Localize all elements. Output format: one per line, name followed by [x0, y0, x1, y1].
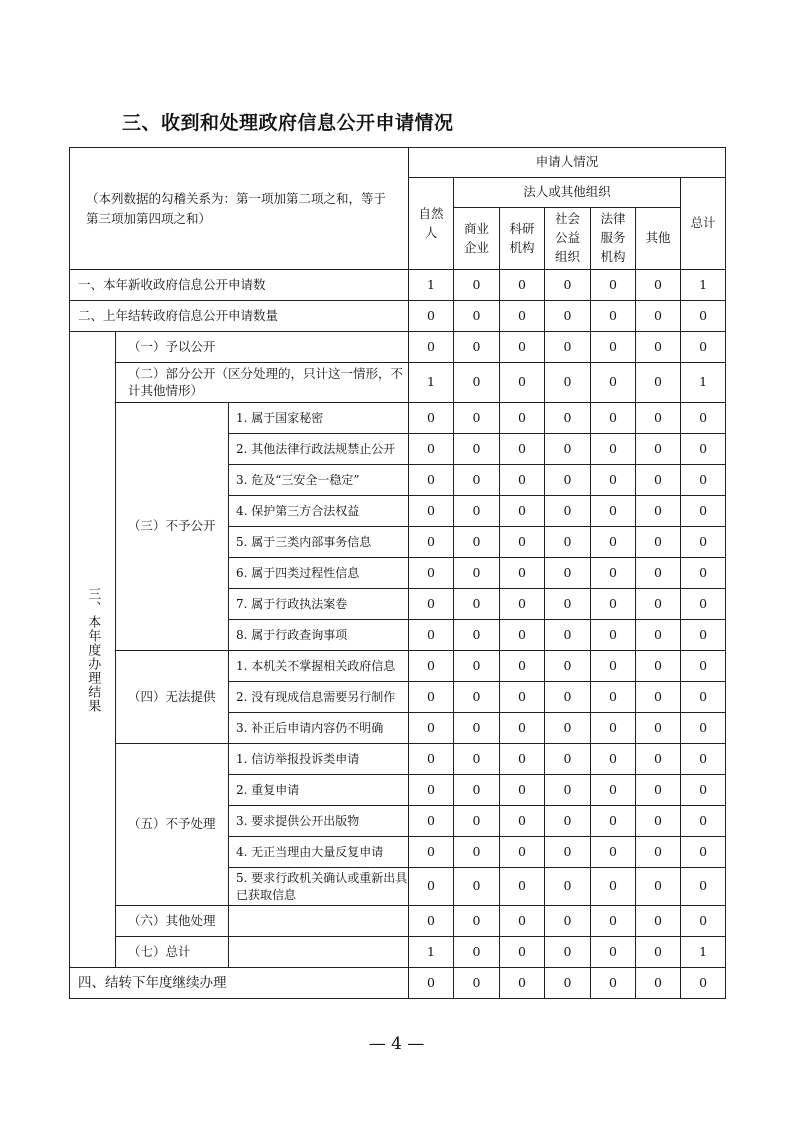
value-cell: 0	[545, 744, 591, 775]
value-cell: 0	[681, 775, 726, 806]
value-cell: 0	[681, 651, 726, 682]
header-note: （本列数据的勾稽关系为：第一项加第二项之和，等于第三项加第四项之和）	[70, 148, 409, 270]
value-cell: 0	[500, 496, 545, 527]
value-cell: 0	[500, 270, 545, 301]
value-cell: 0	[500, 332, 545, 363]
header-total: 总计	[681, 178, 726, 270]
value-cell: 0	[545, 332, 591, 363]
value-cell: 0	[681, 434, 726, 465]
value-cell: 0	[409, 682, 454, 713]
value-cell: 0	[591, 403, 636, 434]
sub-item-label: 3. 要求提供公开出版物	[229, 806, 409, 837]
value-cell: 0	[591, 713, 636, 744]
value-cell: 0	[636, 682, 681, 713]
value-cell: 0	[636, 968, 681, 999]
row-label-r1: （一）予以公开	[116, 332, 409, 363]
header-legal-service-text: 法律服务机构	[600, 211, 626, 264]
value-cell: 0	[591, 301, 636, 332]
section3-label-text: 三、本年度办理结果	[85, 586, 101, 713]
value-cell: 0	[591, 270, 636, 301]
value-cell: 0	[545, 906, 591, 937]
value-cell: 0	[545, 363, 591, 403]
value-cell: 0	[500, 301, 545, 332]
value-cell: 0	[545, 558, 591, 589]
sub-item-label: 2. 其他法律行政法规禁止公开	[229, 434, 409, 465]
section3-label	[70, 332, 116, 968]
value-cell: 0	[681, 301, 726, 332]
value-cell: 0	[454, 744, 500, 775]
value-cell: 0	[591, 837, 636, 868]
value-cell: 0	[454, 332, 500, 363]
group-label-r5: （五）不予处理	[116, 744, 229, 906]
sub-item-label: 4. 保护第三方合法权益	[229, 496, 409, 527]
value-cell: 0	[545, 937, 591, 968]
value-cell: 0	[591, 806, 636, 837]
row-label-r7: （七）总计	[116, 937, 229, 968]
value-cell: 0	[636, 558, 681, 589]
value-cell: 0	[591, 434, 636, 465]
value-cell: 0	[545, 403, 591, 434]
value-cell: 0	[545, 589, 591, 620]
value-cell: 1	[409, 937, 454, 968]
value-cell: 0	[409, 434, 454, 465]
value-cell: 0	[545, 651, 591, 682]
header-legal-group: 法人或其他组织	[454, 178, 681, 208]
value-cell: 0	[454, 806, 500, 837]
sub-item-label: 3. 危及“三安全一稳定”	[229, 465, 409, 496]
value-cell: 0	[409, 744, 454, 775]
value-cell: 0	[454, 496, 500, 527]
value-cell: 0	[681, 496, 726, 527]
value-cell: 0	[454, 465, 500, 496]
value-cell: 0	[500, 744, 545, 775]
value-cell: 0	[545, 301, 591, 332]
value-cell: 0	[409, 403, 454, 434]
value-cell: 0	[636, 906, 681, 937]
value-cell: 0	[454, 270, 500, 301]
sub-item-label: 6. 属于四类过程性信息	[229, 558, 409, 589]
value-cell: 0	[681, 465, 726, 496]
value-cell: 0	[500, 434, 545, 465]
value-cell: 0	[591, 589, 636, 620]
value-cell: 0	[545, 806, 591, 837]
value-cell: 0	[454, 937, 500, 968]
value-cell: 0	[454, 713, 500, 744]
section-title: 三、收到和处理政府信息公开申请情况	[122, 112, 454, 134]
value-cell: 1	[681, 270, 726, 301]
sub-item-label: 7. 属于行政执法案卷	[229, 589, 409, 620]
header-social	[545, 208, 591, 270]
value-cell: 0	[636, 744, 681, 775]
value-cell: 0	[409, 837, 454, 868]
value-cell: 0	[681, 806, 726, 837]
value-cell: 0	[545, 465, 591, 496]
value-cell: 0	[681, 968, 726, 999]
value-cell: 0	[409, 496, 454, 527]
value-cell: 0	[454, 363, 500, 403]
value-cell: 0	[545, 837, 591, 868]
value-cell: 0	[545, 682, 591, 713]
value-cell: 0	[409, 713, 454, 744]
value-cell: 0	[454, 620, 500, 651]
group-label-r3: （三）不予公开	[116, 403, 229, 651]
value-cell: 0	[681, 868, 726, 906]
value-cell: 1	[681, 937, 726, 968]
value-cell: 0	[636, 332, 681, 363]
value-cell: 0	[591, 744, 636, 775]
value-cell: 0	[545, 968, 591, 999]
value-cell: 0	[500, 775, 545, 806]
value-cell: 0	[681, 589, 726, 620]
value-cell: 0	[409, 906, 454, 937]
value-cell: 0	[500, 682, 545, 713]
value-cell: 0	[454, 906, 500, 937]
page-number: — 4 —	[368, 1034, 425, 1054]
empty-cell	[229, 906, 409, 937]
value-cell: 0	[591, 775, 636, 806]
header-social-text: 社会公益组织	[554, 211, 580, 264]
header-applicant: 申请人情况	[409, 148, 726, 178]
value-cell: 0	[454, 527, 500, 558]
value-cell: 0	[591, 363, 636, 403]
value-cell: 0	[454, 434, 500, 465]
value-cell: 0	[500, 465, 545, 496]
value-cell: 0	[409, 589, 454, 620]
value-cell: 0	[454, 589, 500, 620]
sub-item-label: 1. 属于国家秘密	[229, 403, 409, 434]
value-cell: 0	[591, 527, 636, 558]
value-cell: 0	[500, 906, 545, 937]
value-cell: 0	[545, 620, 591, 651]
row-label-new: 一、本年新收政府信息公开申请数	[70, 270, 409, 301]
value-cell: 0	[591, 651, 636, 682]
value-cell: 0	[636, 775, 681, 806]
value-cell: 0	[681, 744, 726, 775]
value-cell: 0	[591, 620, 636, 651]
row-label-next: 四、结转下年度继续办理	[70, 968, 409, 999]
value-cell: 0	[681, 403, 726, 434]
value-cell: 0	[636, 270, 681, 301]
value-cell: 0	[636, 713, 681, 744]
value-cell: 0	[545, 775, 591, 806]
value-cell: 0	[409, 806, 454, 837]
value-cell: 0	[681, 620, 726, 651]
value-cell: 0	[409, 868, 454, 906]
value-cell: 0	[500, 651, 545, 682]
value-cell: 0	[500, 403, 545, 434]
value-cell: 1	[681, 363, 726, 403]
value-cell: 0	[636, 403, 681, 434]
value-cell: 0	[454, 403, 500, 434]
value-cell: 0	[545, 868, 591, 906]
row-label-r2: （二）部分公开（区分处理的，只计这一情形，不计其他情形）	[116, 363, 409, 403]
value-cell: 0	[636, 589, 681, 620]
value-cell: 0	[454, 651, 500, 682]
value-cell: 1	[409, 363, 454, 403]
value-cell: 0	[500, 620, 545, 651]
value-cell: 0	[681, 837, 726, 868]
sub-item-label: 5. 属于三类内部事务信息	[229, 527, 409, 558]
value-cell: 0	[545, 270, 591, 301]
value-cell: 0	[636, 527, 681, 558]
row-label-carry: 二、上年结转政府信息公开申请数量	[70, 301, 409, 332]
value-cell: 0	[681, 332, 726, 363]
value-cell: 0	[636, 620, 681, 651]
header-commercial	[454, 208, 500, 270]
value-cell: 0	[636, 868, 681, 906]
value-cell: 0	[591, 682, 636, 713]
header-legal-service	[591, 208, 636, 270]
value-cell: 0	[454, 775, 500, 806]
value-cell: 0	[591, 906, 636, 937]
value-cell: 0	[591, 465, 636, 496]
value-cell: 0	[409, 968, 454, 999]
value-cell: 0	[636, 806, 681, 837]
value-cell: 0	[409, 465, 454, 496]
value-cell: 0	[500, 837, 545, 868]
value-cell: 0	[545, 713, 591, 744]
sub-item-label: 3. 补正后申请内容仍不明确	[229, 713, 409, 744]
value-cell: 0	[636, 363, 681, 403]
value-cell: 0	[591, 868, 636, 906]
value-cell: 0	[545, 496, 591, 527]
header-research-text: 科研机构	[509, 220, 535, 255]
value-cell: 0	[454, 837, 500, 868]
value-cell: 0	[636, 496, 681, 527]
value-cell: 0	[681, 682, 726, 713]
header-natural-person	[409, 178, 454, 270]
value-cell: 0	[545, 527, 591, 558]
value-cell: 0	[591, 496, 636, 527]
value-cell: 0	[636, 837, 681, 868]
value-cell: 0	[409, 301, 454, 332]
value-cell: 0	[409, 332, 454, 363]
header-commercial-text: 商业企业	[463, 220, 489, 255]
sub-item-label: 2. 重复申请	[229, 775, 409, 806]
value-cell: 0	[409, 620, 454, 651]
value-cell: 0	[500, 868, 545, 906]
sub-item-label: 2. 没有现成信息需要另行制作	[229, 682, 409, 713]
sub-item-label: 1. 本机关不掌握相关政府信息	[229, 651, 409, 682]
value-cell: 0	[454, 301, 500, 332]
value-cell: 0	[636, 434, 681, 465]
sub-item-label: 1. 信访举报投诉类申请	[229, 744, 409, 775]
disclosure-table	[69, 147, 726, 999]
sub-item-label: 4. 无正当理由大量反复申请	[229, 837, 409, 868]
value-cell: 0	[500, 527, 545, 558]
value-cell: 0	[591, 968, 636, 999]
sub-item-label: 5. 要求行政机关确认或重新出具已获取信息	[229, 868, 409, 906]
value-cell: 0	[409, 651, 454, 682]
value-cell: 0	[409, 558, 454, 589]
value-cell: 0	[454, 968, 500, 999]
value-cell: 0	[681, 527, 726, 558]
value-cell: 0	[681, 906, 726, 937]
value-cell: 0	[454, 558, 500, 589]
value-cell: 0	[500, 937, 545, 968]
value-cell: 0	[500, 558, 545, 589]
value-cell: 0	[636, 301, 681, 332]
value-cell: 0	[500, 968, 545, 999]
row-label-r6: （六）其他处理	[116, 906, 229, 937]
value-cell: 0	[636, 651, 681, 682]
value-cell: 0	[409, 527, 454, 558]
value-cell: 0	[681, 713, 726, 744]
header-research	[500, 208, 545, 270]
empty-cell	[229, 937, 409, 968]
value-cell: 0	[545, 434, 591, 465]
group-label-r4: （四）无法提供	[116, 651, 229, 744]
value-cell: 0	[636, 465, 681, 496]
header-natural-person-text: 自然人	[418, 205, 444, 240]
value-cell: 0	[591, 558, 636, 589]
value-cell: 0	[591, 332, 636, 363]
value-cell: 0	[636, 937, 681, 968]
sub-item-label: 8. 属于行政查询事项	[229, 620, 409, 651]
value-cell: 0	[500, 713, 545, 744]
value-cell: 0	[591, 937, 636, 968]
header-other: 其他	[636, 208, 681, 270]
value-cell: 0	[681, 558, 726, 589]
value-cell: 0	[454, 682, 500, 713]
value-cell: 0	[454, 868, 500, 906]
value-cell: 0	[500, 589, 545, 620]
value-cell: 0	[500, 363, 545, 403]
value-cell: 0	[500, 806, 545, 837]
value-cell: 0	[409, 775, 454, 806]
value-cell: 1	[409, 270, 454, 301]
